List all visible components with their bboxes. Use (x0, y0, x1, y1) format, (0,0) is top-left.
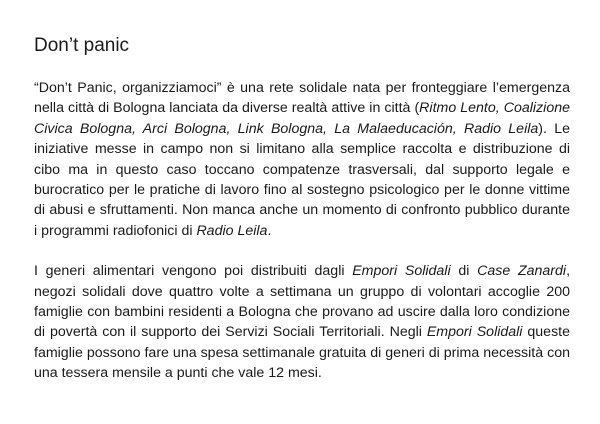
paragraph-1-radio-leila: Radio Leila (196, 222, 268, 239)
paragraph-2-segment: di (450, 263, 478, 280)
paragraph-2-segment: queste famiglie possono fare una spesa settimanale gratuita di generi di prima necessità con una tessera mensile a punti che vale 12 mesi. (34, 324, 570, 382)
paragraph-2-empori-solidali-2: Empori Solidali (426, 324, 523, 341)
paragraph-1-segment: “Don’t Panic, organizziamoci” è una rete solidale nata per fronteggiare l’emergenza nella città di Bologna lanciata da diverse realtà attive in città ( (34, 80, 570, 117)
paragraph-2-segment: , negozi solidali dove quattro volte a settimana un gruppo di volontari accoglie 200 famiglie con bambini residenti a Bologna che provano ad uscire dalla loro condizione di povertà con il supporto dei Servizi Sociali Territoriali. Negli (34, 263, 571, 341)
paragraph-1 (34, 78, 570, 241)
paragraph-2-empori-solidali: Empori Solidali (352, 263, 451, 280)
page-title: Don’t panic (34, 35, 130, 56)
paragraph-1-segment: . (267, 222, 272, 239)
paragraph-2-segment: I generi alimentari vengono poi distribuiti dagli (34, 263, 353, 280)
paragraph-2 (34, 261, 570, 383)
paragraph-1-segment: ). Le iniziative messe in campo non si limitano alla semplice raccolta e distribuzione di cibo ma in questo caso toccano compatenze trasversali, dal supporto legale e burocratico per le pratiche di lavoro fino al sostegno psicologico per le donne vittime di abusi e sfruttamenti. Non manca anche un momento di confronto pubblico durante i programmi radiofonici di (34, 120, 571, 239)
paragraph-2-case-zanardi: Case Zanardi (477, 263, 567, 280)
paragraph-1-organizations: Ritmo Lento, Coalizione Civica Bologna, Arci Bologna, Link Bologna, La Malaeducación, Radio Leila (34, 100, 570, 137)
